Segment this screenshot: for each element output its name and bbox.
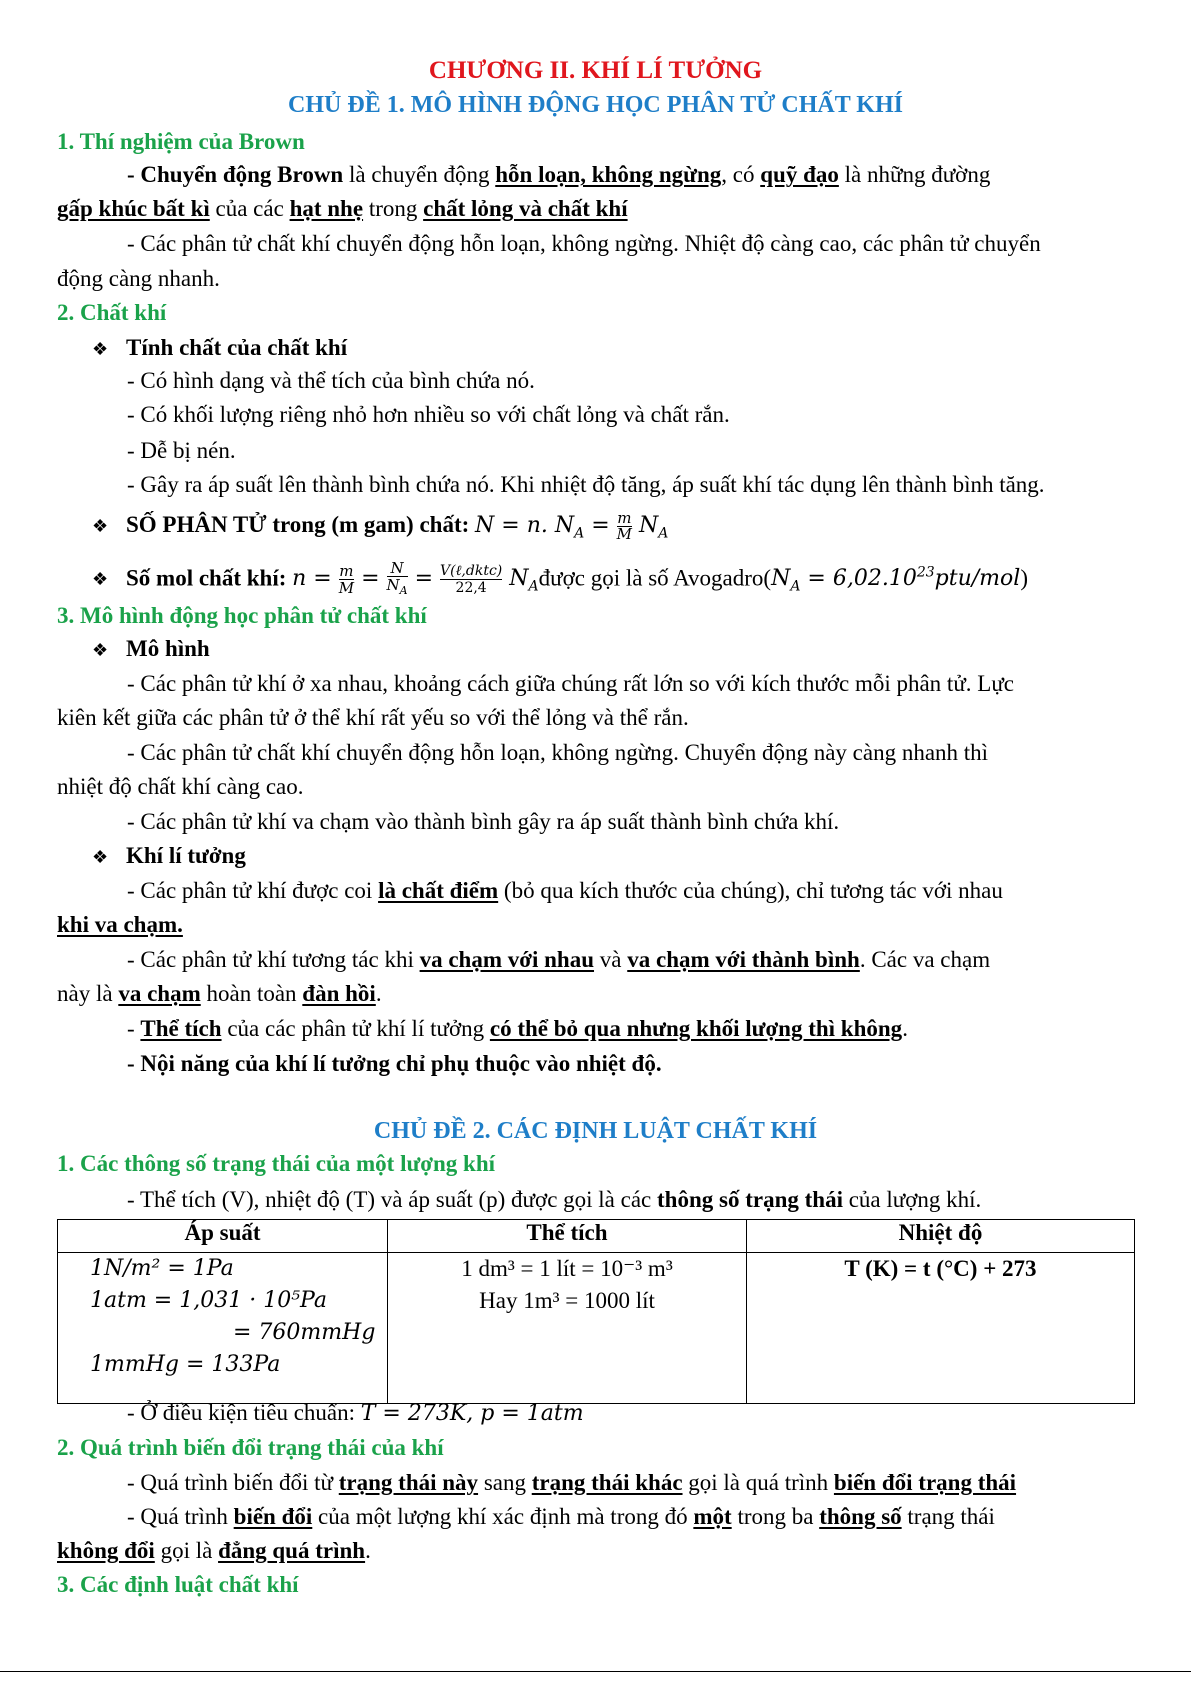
ideal-k1-line2 xyxy=(57,910,183,940)
text: của lượng khí. xyxy=(842,1187,982,1212)
diamond-bullet-icon: ❖ xyxy=(92,640,109,660)
text: ) xyxy=(1020,565,1028,591)
topic1-s3-heading: 3. Mô hình động học phân tử chất khí xyxy=(57,603,427,628)
text: - Quá trình xyxy=(127,1504,234,1529)
text: của các xyxy=(209,196,290,221)
text: (bỏ qua kích thước của chúng), chỉ tương tác với nhau xyxy=(498,878,1003,903)
fraction xyxy=(339,563,354,596)
text: hoàn toàn xyxy=(200,981,303,1006)
text: và xyxy=(594,947,628,972)
mol-count-line xyxy=(92,553,1028,607)
emphasis: va chạm với thành bình xyxy=(627,947,860,972)
formula-subscript: A xyxy=(574,525,585,542)
formula-subscript: A xyxy=(658,525,669,542)
text: - Quá trình biến đổi từ xyxy=(127,1470,339,1495)
subheading: Mô hình xyxy=(126,636,210,661)
fraction-den: M xyxy=(616,524,633,543)
emphasis: một xyxy=(693,1504,732,1529)
table-row xyxy=(58,1253,1135,1404)
fraction: $\frac{N}{N_A}$ xyxy=(386,558,408,597)
text: . xyxy=(365,1538,371,1563)
topic2-s3-heading: 3. Các định luật chất khí xyxy=(57,1572,299,1597)
header-temperature: Nhiệt độ xyxy=(747,1220,1135,1253)
process-p2-line1 xyxy=(127,1502,995,1532)
ideal-k2-line2 xyxy=(57,979,382,1009)
ideal-k2-line1 xyxy=(127,945,990,975)
text: - Ở điều kiện tiêu chuẩn: xyxy=(127,1400,361,1425)
diamond-bullet-icon: ❖ xyxy=(92,339,109,359)
brown-paragraph-line1 xyxy=(127,160,990,190)
emphasis: Thể tích xyxy=(140,1016,222,1041)
emphasis: thông số trạng thái xyxy=(657,1187,843,1212)
molecule-count-line xyxy=(92,508,668,550)
diamond-bullet-icon: ❖ xyxy=(92,569,109,590)
fraction-num: m xyxy=(617,508,632,527)
emphasis: gấp khúc bất kì xyxy=(57,196,210,221)
emphasis: va chạm xyxy=(118,981,201,1006)
model-p1-line2: kiên kết giữa các phân tử ở thể khí rất yếu so với thể lỏng và thể rắn. xyxy=(57,705,689,730)
model-p3: - Các phân tử khí va chạm vào thành bình gây ra áp suất thành bình chứa khí. xyxy=(127,809,840,834)
subheading: Khí lí tưởng xyxy=(126,843,246,868)
subheading: Số mol chất khí: xyxy=(126,565,287,591)
property-item-4: - Gây ra áp suất lên thành bình chứa nó. Khi nhiệt độ tăng, áp suất khí tác dụng lên thành bình tăng. xyxy=(127,472,1045,497)
formula-n: n = $\frac{m}{M}$ = $\frac{N}{N_A}$ = V(ℓ,dktc) 22,4 $N_A$ xyxy=(292,558,539,597)
temperature-line: T (K) = t (°C) + 273 xyxy=(844,1256,1037,1281)
formula-subscript: A xyxy=(790,578,801,595)
emphasis: trạng thái khác xyxy=(531,1470,683,1495)
volume-cell xyxy=(388,1253,747,1404)
formula-superscript: 23 xyxy=(916,565,935,581)
text: trong ba xyxy=(731,1504,820,1529)
temperature-cell xyxy=(747,1253,1135,1404)
ideal-k1-line1 xyxy=(127,876,1003,906)
emphasis: khi va chạm. xyxy=(57,912,183,937)
text: được gọi là số Avogadro( xyxy=(538,565,772,591)
state-parameters-table xyxy=(57,1219,1135,1404)
pressure-line: = 760mmHg xyxy=(233,1320,376,1345)
emphasis: là chất điểm xyxy=(378,878,499,903)
formula-text: ptu/mol xyxy=(934,566,1021,592)
text: trạng thái xyxy=(901,1504,995,1529)
emphasis: biến đổi xyxy=(233,1504,313,1529)
formula-text: n = xyxy=(292,566,339,592)
chapter-title: CHƯƠNG II. KHÍ LÍ TƯỞNG xyxy=(428,57,763,84)
emphasis: có thể bỏ qua nhưng khối lượng thì không xyxy=(489,1016,903,1041)
emphasis: trạng thái này xyxy=(338,1470,479,1495)
brown-paragraph-line2 xyxy=(57,194,628,224)
text: là chuyển động xyxy=(343,162,496,187)
formula-text: N xyxy=(771,566,791,592)
text: - Các phân tử khí được coi xyxy=(127,878,379,903)
pressure-cell xyxy=(58,1253,388,1404)
formula-subscript: A xyxy=(399,583,408,597)
fraction xyxy=(616,508,633,543)
brown-term: - Chuyển động Brown xyxy=(127,162,344,187)
diamond-bullet-icon: ❖ xyxy=(92,847,109,867)
text: của một lượng khí xác định mà trong đó xyxy=(312,1504,694,1529)
formula-text: = 6,02.10 xyxy=(800,566,917,592)
standard-conditions xyxy=(127,1398,584,1429)
header-pressure: Áp suất xyxy=(58,1220,388,1253)
topic2-s2-heading: 2. Quá trình biến đổi trạng thái của khí xyxy=(57,1435,444,1460)
topic1-s2-heading: 2. Chất khí xyxy=(57,300,167,325)
pressure-line: 1atm = 1,031 · 10⁵Pa xyxy=(90,1288,327,1313)
table-header-row xyxy=(58,1220,1135,1253)
property-item-3: - Dễ bị nén. xyxy=(127,438,236,463)
emphasis: - Nội năng của khí lí tưởng chỉ phụ thuộc vào nhiệt độ. xyxy=(127,1051,662,1076)
text: - xyxy=(127,1016,141,1041)
sub-ideal-gas xyxy=(92,841,246,872)
formula-text: N = n. N xyxy=(475,513,575,538)
volume-line: 1 dm³ = 1 lít = 10⁻³ m³ xyxy=(461,1256,673,1281)
formula-subscript: A xyxy=(528,578,539,595)
text: là những đường xyxy=(838,162,991,187)
process-p2-line2 xyxy=(57,1536,371,1566)
fraction-num: m xyxy=(339,561,354,580)
formula-text: = xyxy=(584,513,617,538)
fraction xyxy=(440,563,502,596)
topic1-title: CHỦ ĐỀ 1. MÔ HÌNH ĐỘNG HỌC PHÂN TỬ CHẤT KHÍ xyxy=(288,92,903,118)
emphasis: hạt nhẹ xyxy=(289,196,364,221)
emphasis: va chạm với nhau xyxy=(419,947,595,972)
topic2-title: CHỦ ĐỀ 2. CÁC ĐỊNH LUẬT CHẤT KHÍ xyxy=(373,1118,818,1144)
text: - Các phân tử khí tương tác khi xyxy=(127,947,420,972)
fraction-den: 22,4 xyxy=(455,579,487,596)
model-p2-line1: - Các phân tử chất khí chuyển động hỗn loạn, không ngừng. Chuyển động này càng nhanh thì xyxy=(127,740,989,765)
emphasis: chất lỏng và chất khí xyxy=(423,196,628,221)
emphasis: đẳng quá trình xyxy=(218,1538,366,1563)
diamond-bullet-icon: ❖ xyxy=(92,516,109,536)
brown-p2-line2: động càng nhanh. xyxy=(57,266,220,291)
page-bottom-rule xyxy=(0,1671,1191,1672)
text: , có xyxy=(721,162,761,187)
avogadro-formula xyxy=(771,565,1021,595)
fraction-num: V(ℓ,dktc) xyxy=(440,562,503,579)
text: của các phân tử khí lí tưởng xyxy=(221,1016,490,1041)
fraction-den: M xyxy=(338,578,355,597)
text: . xyxy=(902,1016,908,1041)
topic2-s1-heading: 1. Các thông số trạng thái của một lượng khí xyxy=(57,1151,496,1176)
formula-text: T = 273K, p = 1atm xyxy=(360,1401,584,1426)
property-item-1: - Có hình dạng và thể tích của bình chứa nó. xyxy=(127,368,535,393)
text: . Các va chạm xyxy=(859,947,991,972)
emphasis: biến đổi trạng thái xyxy=(833,1470,1017,1495)
ideal-k4 xyxy=(127,1049,662,1079)
emphasis: hỗn loạn, không ngừng xyxy=(495,162,722,187)
model-p1-line1: - Các phân tử khí ở xa nhau, khoảng cách giữa chúng rất lớn so với kích thước mỗi phân tử. Lực xyxy=(127,671,1015,696)
sub-model xyxy=(92,634,210,665)
header-volume: Thể tích xyxy=(388,1220,747,1253)
sub-properties xyxy=(92,333,347,364)
emphasis: đàn hồi xyxy=(302,981,376,1006)
state-params-intro xyxy=(127,1185,981,1215)
volume-line: Hay 1m³ = 1000 lít xyxy=(479,1288,655,1313)
formula-N: N = n. $N_A$ = $\frac{m}{M}$ $N_A$ xyxy=(475,508,669,543)
process-p1 xyxy=(127,1468,1016,1498)
topic1-s1-heading: 1. Thí nghiệm của Brown xyxy=(57,129,305,154)
text: . xyxy=(375,981,382,1006)
model-p2-line2: nhiệt độ chất khí càng cao. xyxy=(57,774,304,799)
subheading: SỐ PHÂN TỬ trong (m gam) chất: xyxy=(126,512,470,537)
text: này là xyxy=(57,981,119,1006)
fraction-num: N xyxy=(387,560,408,577)
emphasis: không đổi xyxy=(57,1538,155,1563)
text: gọi là xyxy=(154,1538,219,1563)
text: sang xyxy=(478,1470,532,1495)
pressure-line: 1mmHg = 133Pa xyxy=(90,1352,281,1377)
text: trong xyxy=(363,196,424,221)
text: gọi là quá trình xyxy=(682,1470,834,1495)
brown-p2-line1: - Các phân tử chất khí chuyển động hỗn loạn, không ngừng. Nhiệt độ càng cao, các phân tử chuyển xyxy=(127,231,1041,256)
emphasis: quỹ đạo xyxy=(760,162,839,187)
text: - Thể tích (V), nhiệt độ (T) và áp suất (p) được gọi là các xyxy=(127,1187,658,1212)
ideal-k3 xyxy=(127,1014,908,1044)
property-item-2: - Có khối lượng riêng nhỏ hơn nhiều so với chất lỏng và chất rắn. xyxy=(127,402,730,427)
emphasis: thông số xyxy=(819,1504,902,1529)
pressure-line: 1N/m² = 1Pa xyxy=(90,1256,234,1281)
subheading: Tính chất của chất khí xyxy=(126,335,348,360)
